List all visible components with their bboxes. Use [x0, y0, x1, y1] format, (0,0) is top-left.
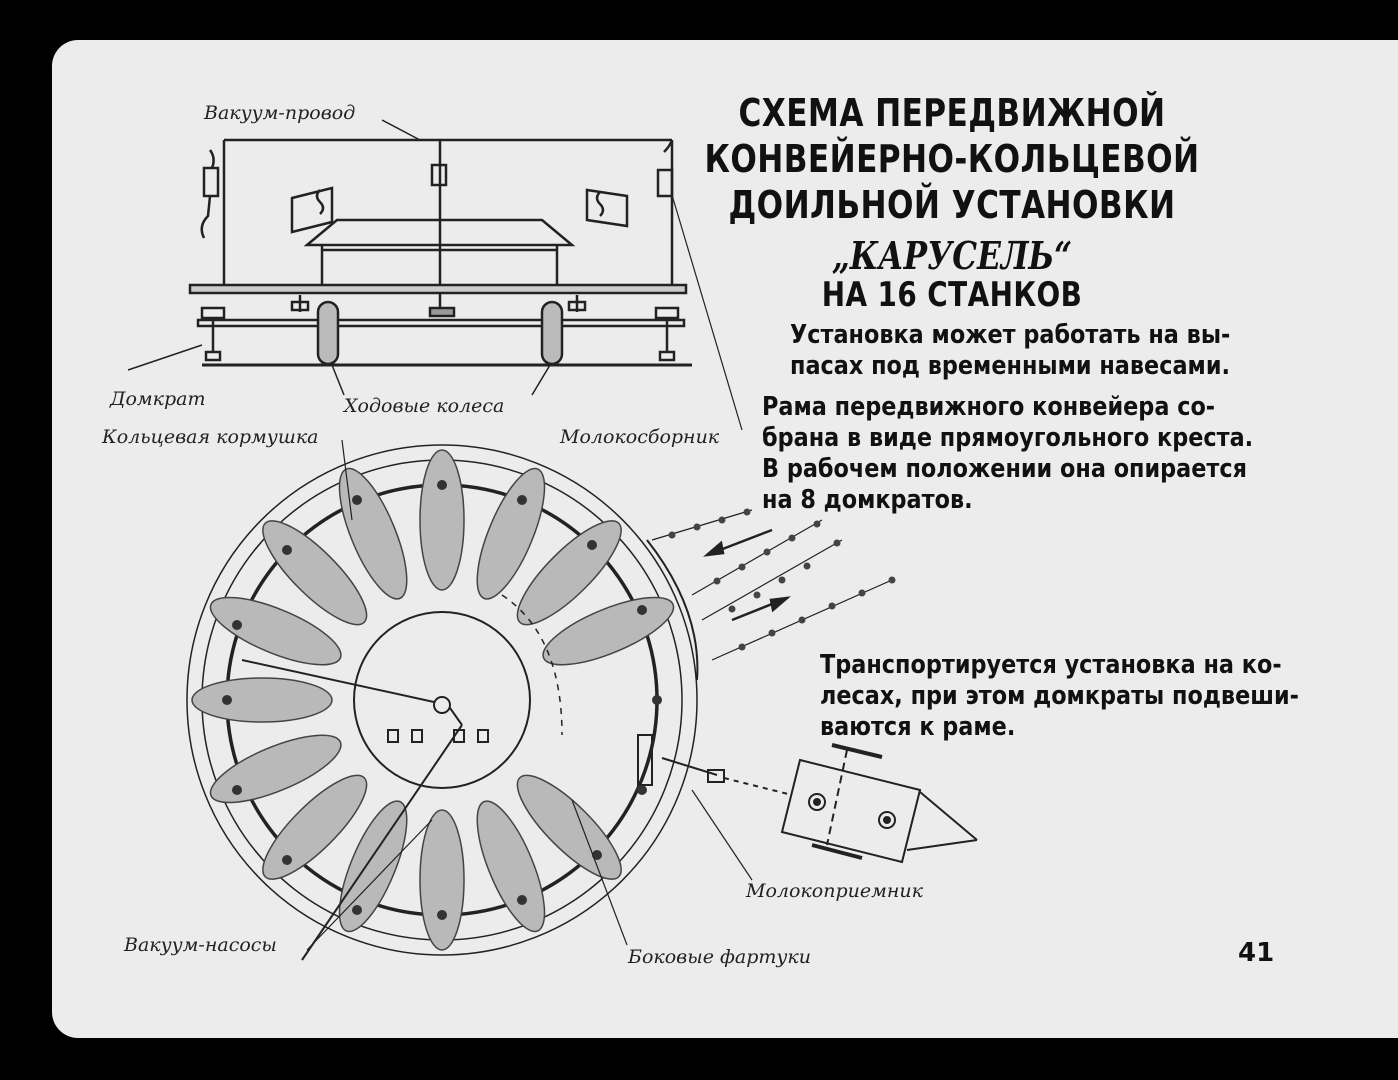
page-number: 41: [1238, 938, 1275, 968]
side-view-drawing: [128, 120, 692, 395]
direction-arrows: [707, 530, 787, 620]
jack-drawing-right: [656, 308, 678, 360]
jack-drawing-left: [202, 308, 224, 360]
label-vacuum-pumps: Вакуум-насосы: [124, 934, 277, 956]
label-vacuum-line: Вакуум-провод: [204, 102, 356, 124]
title-name: „КАРУСЕЛЬ“: [831, 233, 1073, 278]
paragraph-1: Установка может работать на вы- пасах под временными навесами.: [790, 320, 1231, 381]
paragraph-3: Транспортируется установка на ко- лесах, при этом домкраты подвеши- ваются к раме.: [820, 650, 1299, 742]
label-jack: Домкрат: [110, 388, 206, 410]
label-milk-receiver: Молокоприемник: [746, 880, 923, 902]
paragraph-2: Рама передвижного конвейера со- брана в виде прямоугольного креста. В рабочем положении она опирается на 8 домкратов.: [762, 392, 1254, 515]
title-block: [624, 90, 1280, 315]
milk-receiver-cart: [662, 745, 977, 862]
title-line-2: ДОИЛЬНОЙ УСТАНОВКИ: [728, 183, 1176, 227]
label-feeder: Кольцевая кормушка: [102, 426, 319, 448]
title-line-1: СХЕМА ПЕРЕДВИЖНОЙ КОНВЕЙЕРНО-КОЛЬЦЕВОЙ: [704, 91, 1200, 181]
label-milk-collector: Молокосборник: [560, 426, 720, 448]
cow-track-lines: [652, 510, 892, 660]
title-line-3: НА 16 СТАНКОВ: [821, 275, 1083, 315]
label-side-aprons: Боковые фартуки: [628, 946, 811, 968]
label-wheels: Ходовые колеса: [344, 395, 505, 417]
slide-page: [52, 40, 1398, 1038]
